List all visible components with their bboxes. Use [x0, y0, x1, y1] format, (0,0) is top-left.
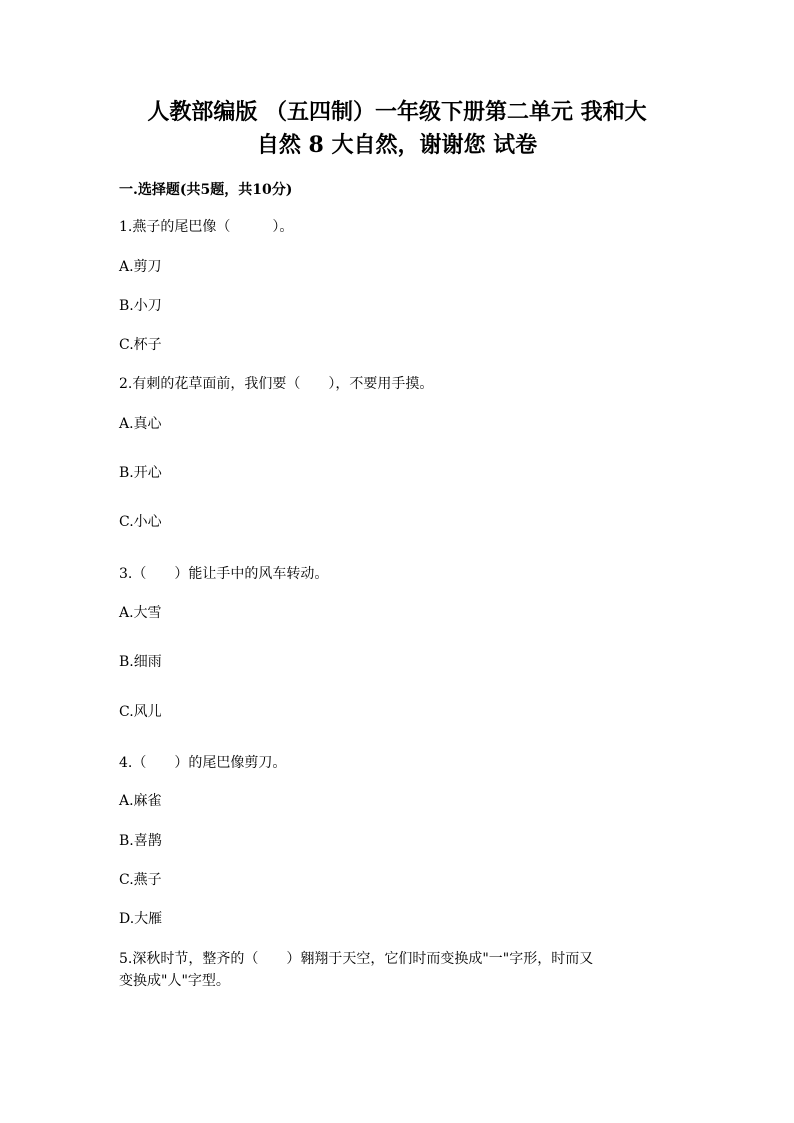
question-3-option-b: B.细雨: [119, 654, 162, 670]
question-1-option-b: B.小刀: [119, 298, 162, 314]
document-title-line-1: 人教部编版 （五四制）一年级下册第二单元 我和大: [147, 99, 647, 125]
question-3-option-c: C.风儿: [119, 704, 162, 720]
question-2-option-c: C.小心: [119, 514, 162, 530]
question-2-option-a: A.真心: [119, 416, 162, 432]
question-2-text: 2.有刺的花草面前，我们要（ ），不要用手摸。: [119, 376, 434, 392]
question-1-option-c: C.杯子: [119, 337, 162, 353]
question-4-option-d: D.大雁: [119, 911, 163, 927]
question-3-option-a: A.大雪: [119, 605, 162, 621]
section-heading: 一.选择题(共5题，共10分): [119, 182, 293, 198]
question-1-text: 1.燕子的尾巴像（ ）。: [119, 219, 294, 235]
question-2-option-b: B.开心: [119, 465, 162, 481]
question-4-text: 4.（ ）的尾巴像剪刀。: [119, 755, 287, 771]
question-4-option-c: C.燕子: [119, 872, 162, 888]
document-title-line-2: 自然 8 大自然，谢谢您 试卷: [256, 132, 538, 158]
question-1-option-a: A.剪刀: [119, 259, 162, 275]
question-4-option-a: A.麻雀: [119, 793, 162, 809]
question-3-text: 3.（ ）能让手中的风车转动。: [119, 566, 329, 582]
question-5-text-line-1: 5.深秋时节，整齐的（ ）翱翔于天空，它们时而变换成"一"字形，时而又: [119, 951, 594, 967]
question-4-option-b: B.喜鹊: [119, 833, 162, 849]
question-5-text-line-2: 变换成"人"字型。: [119, 973, 230, 989]
